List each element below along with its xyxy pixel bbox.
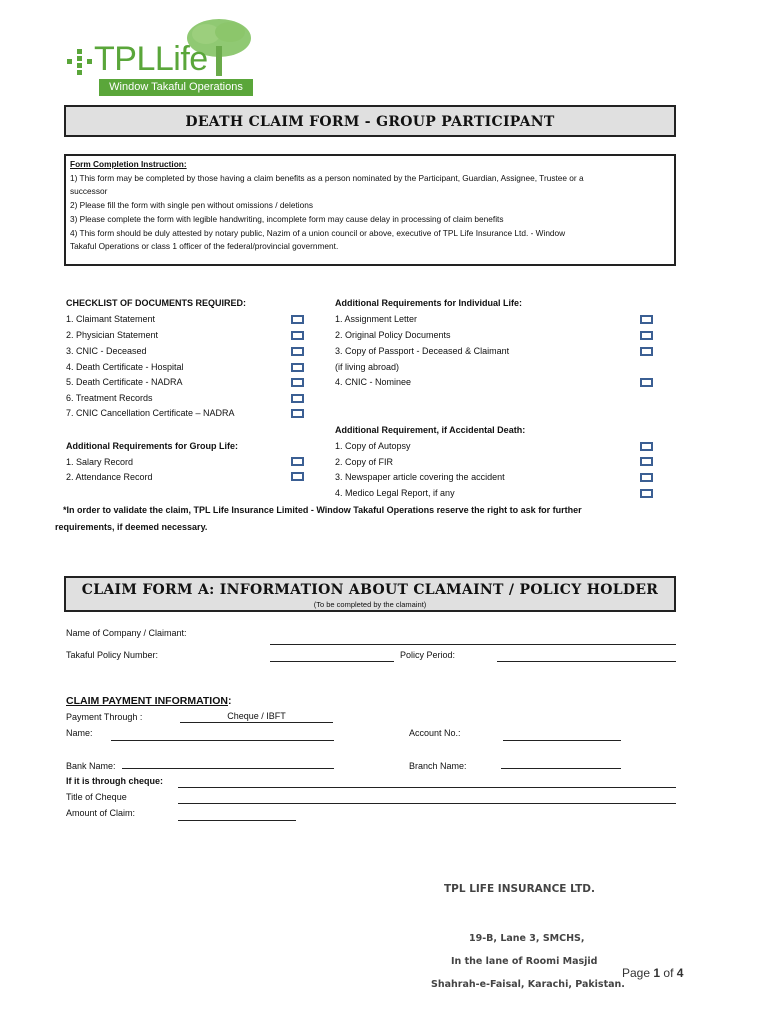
policy-period-field[interactable]: [497, 661, 676, 662]
checklist-item: 4. Death Certificate - Hospital: [66, 362, 184, 372]
logo-tagline: Window Takaful Operations: [99, 79, 253, 96]
bank-name-label: Bank Name:: [66, 761, 116, 771]
name-field[interactable]: [111, 740, 334, 741]
checkbox-treatment-records[interactable]: [291, 394, 304, 403]
checkbox-autopsy[interactable]: [640, 442, 653, 451]
checklist-item: 5. Death Certificate - NADRA: [66, 377, 183, 387]
instruction-line: successor: [70, 186, 108, 197]
instruction-line: Takaful Operations or class 1 officer of the federal/provincial government.: [70, 241, 339, 252]
checkbox-passport-copy[interactable]: [640, 347, 653, 356]
claim-amount-field[interactable]: [178, 820, 296, 821]
claim-amount-label: Amount of Claim:: [66, 808, 136, 818]
cheque-title-field[interactable]: [178, 803, 676, 804]
payment-heading: [66, 695, 231, 707]
checklist-heading: CHECKLIST OF DOCUMENTS REQUIRED:: [66, 298, 246, 308]
individual-item: 2. Original Policy Documents: [335, 330, 451, 340]
accidental-item: 4. Medico Legal Report, if any: [335, 488, 455, 498]
note-line: *In order to validate the claim, TPL Life Insurance Limited - Window Takaful Operations reserve the right to ask for further: [63, 505, 582, 515]
page-total: 4: [676, 966, 684, 980]
page-title: DEATH CLAIM FORM - GROUP PARTICIPANT: [185, 114, 555, 130]
instruction-line: 4) This form should be duly attested by notary public, Nazim of a union council or above, executive of TPL Life Insurance Ltd. - Window: [70, 227, 566, 238]
section-subtitle: (To be completed by the clamaint): [313, 600, 427, 609]
company-label: Name of Company / Claimant:: [66, 628, 187, 638]
individual-heading: Additional Requirements for Individual Life:: [335, 298, 523, 308]
note-line: requirements, if deemed necessary.: [55, 522, 208, 532]
checkbox-medico-legal[interactable]: [640, 489, 653, 498]
payment-through-value[interactable]: Cheque / IBFT: [180, 711, 333, 723]
branch-name-label: Branch Name:: [409, 761, 467, 771]
footer-address-3: Shahrah-e-Faisal, Karachi, Pakistan.: [431, 979, 625, 990]
checkbox-fir[interactable]: [640, 457, 653, 466]
payment-through-label: Payment Through :: [66, 712, 143, 722]
checkbox-cnic-cancellation[interactable]: [291, 409, 304, 418]
page-current: 1: [653, 966, 661, 980]
policy-number-label: Takaful Policy Number:: [66, 650, 159, 660]
page-number: [622, 966, 683, 980]
footer-address-2: In the lane of Roomi Masjid: [451, 956, 598, 967]
form-title-banner: [64, 105, 676, 137]
policy-number-field[interactable]: [270, 661, 394, 662]
instructions-heading: Form Completion Instruction:: [70, 159, 187, 169]
checklist-item: 7. CNIC Cancellation Certificate – NADRA: [66, 408, 235, 418]
accidental-item: 1. Copy of Autopsy: [335, 441, 411, 451]
individual-item: 1. Assignment Letter: [335, 314, 418, 324]
cheque-field[interactable]: [178, 787, 676, 788]
cheque-label: If it is through cheque:: [66, 776, 163, 786]
checkbox-newspaper[interactable]: [640, 473, 653, 482]
checkbox-death-cert-nadra[interactable]: [291, 378, 304, 387]
name-label: Name:: [66, 728, 93, 738]
branch-name-field[interactable]: [501, 768, 621, 769]
checklist-item: 1. Claimant Statement: [66, 314, 156, 324]
instructions-box: [64, 154, 676, 266]
logo: [66, 18, 256, 98]
checkbox-salary-record[interactable]: [291, 457, 304, 466]
individual-item: (if living abroad): [335, 362, 400, 372]
individual-item: 3. Copy of Passport - Deceased & Claimant: [335, 346, 510, 356]
checklist-item: 3. CNIC - Deceased: [66, 346, 147, 356]
company-field[interactable]: [270, 644, 676, 645]
checklist-item: 6. Treatment Records: [66, 393, 153, 403]
footer-address-1: 19-B, Lane 3, SMCHS,: [469, 933, 585, 944]
accidental-item: 3. Newspaper article covering the accident: [335, 472, 505, 482]
page-of: of: [663, 966, 674, 980]
claim-form-a-banner: [64, 576, 676, 612]
checkbox-death-cert-hospital[interactable]: [291, 363, 304, 372]
policy-period-label: Policy Period:: [400, 650, 456, 660]
checkbox-attendance-record[interactable]: [291, 472, 304, 481]
group-item: 2. Attendance Record: [66, 472, 153, 482]
payment-heading-colon: :: [227, 695, 232, 707]
checkbox-cnic-deceased[interactable]: [291, 347, 304, 356]
instruction-line: 3) Please complete the form with legible handwriting, incomplete form may cause delay in processing of claim benefits: [70, 213, 504, 224]
checkbox-cnic-nominee[interactable]: [640, 378, 653, 387]
logo-brand: TPLLife: [94, 40, 208, 78]
individual-item: 4. CNIC - Nominee: [335, 377, 412, 387]
account-field[interactable]: [503, 740, 621, 741]
checkbox-claimant-statement[interactable]: [291, 315, 304, 324]
group-item: 1. Salary Record: [66, 457, 134, 467]
footer-company: TPL LIFE INSURANCE LTD.: [444, 883, 595, 895]
bank-name-field[interactable]: [122, 768, 334, 769]
page-prefix: Page: [622, 966, 651, 980]
cheque-title-label: Title of Cheque: [66, 792, 127, 802]
checkbox-physician-statement[interactable]: [291, 331, 304, 340]
instruction-line: 1) This form may be completed by those having a claim benefits as a person nominated by the Participant, Guardian, Assignee, Trustee or a: [70, 172, 584, 183]
instruction-line: 2) Please fill the form with single pen without omissions / deletions: [70, 200, 314, 211]
checklist-item: 2. Physician Statement: [66, 330, 159, 340]
accidental-heading: Additional Requirement, if Accidental Death:: [335, 425, 526, 435]
cross-dots-icon: [66, 48, 94, 76]
section-title: CLAIM FORM A: INFORMATION ABOUT CLAMAINT / POLICY HOLDER: [81, 582, 659, 598]
payment-heading-text: CLAIM PAYMENT INFORMATION: [66, 695, 228, 707]
checkbox-assignment-letter[interactable]: [640, 315, 653, 324]
account-label: Account No.:: [409, 728, 461, 738]
group-heading: Additional Requirements for Group Life:: [66, 441, 239, 451]
accidental-item: 2. Copy of FIR: [335, 457, 394, 467]
checkbox-original-policy[interactable]: [640, 331, 653, 340]
